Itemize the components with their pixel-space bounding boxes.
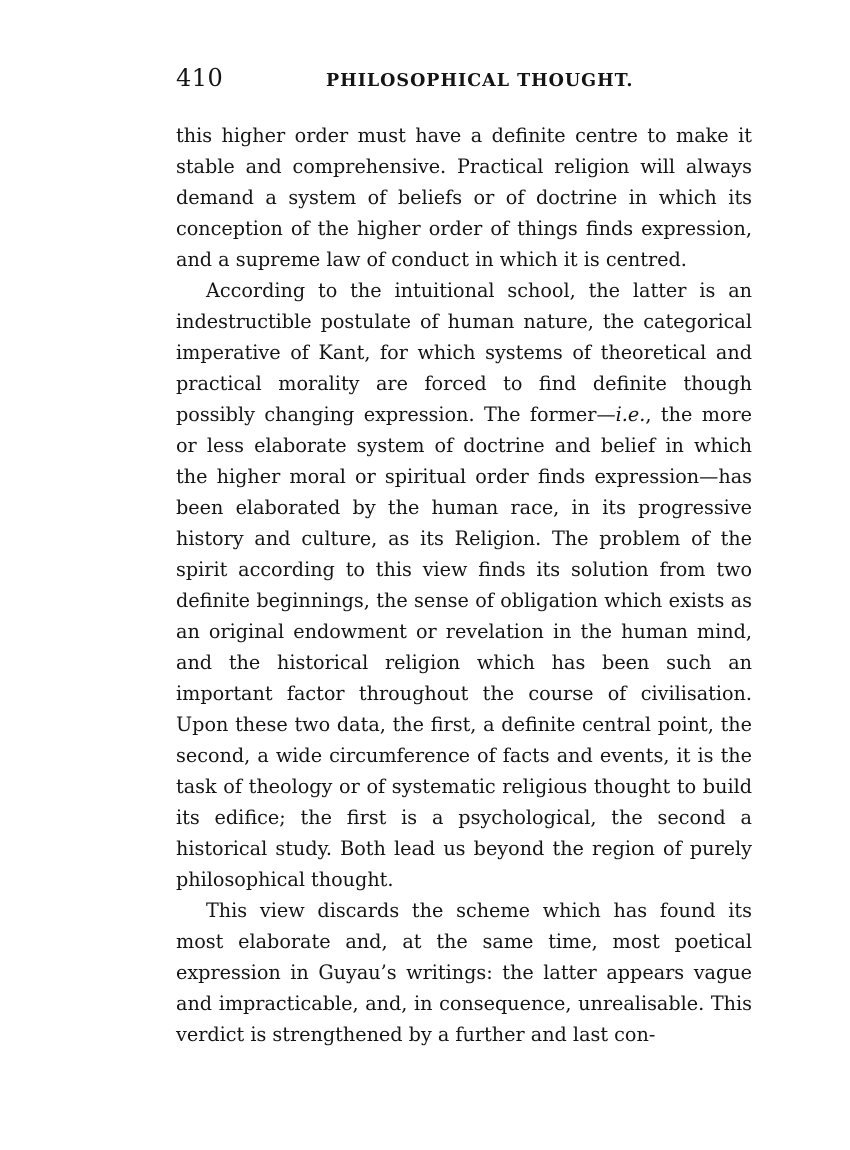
- paragraph-2-text-b: , the more or less elaborate system of doctrine and belief in which the higher moral or spiritual order finds expression—has been elaborated by the human race, in its progressive history and culture, as its Religion. The problem of the spirit according to this view finds its solution from two definite beginnings, the sense of obligation which exists as an original endowment or revelation in the human mind, and the historical religion which has been such an important factor throughout the course of civilisation. Upon these two data, the first, a definite central point, the second, a wide circumference of facts and events, it is the task of theology or of systematic religious thought to build its edifice; the first is a psychological, the second a historical study. Both lead us beyond the region of purely philosophical thought.: [176, 403, 752, 891]
- running-head: [176, 64, 752, 104]
- paragraph-2-italic: i.e.: [615, 403, 646, 426]
- paragraph-2-text-a: According to the intuitional school, the latter is an indestructible postulate of human nature, the categorical imperative of Kant, for which systems of theoretical and practical morality are forced to find definite though possibly changing expression. The former—: [176, 279, 752, 426]
- paragraph-1: this higher order must have a definite centre to make it stable and comprehensive. Practical religion will always demand a system of beliefs or of doctrine in which its conception of the higher order of things finds expression, and a supreme law of conduct in which it is centred.: [176, 124, 752, 271]
- book-page: [176, 64, 752, 1050]
- paragraph-3: This view discards the scheme which has found its most elaborate and, at the same time, most poetical expression in Guyau’s writings: the latter appears vague and impracticable, and, in consequence, unrealisable. This verdict is strengthened by a further and last con-: [176, 899, 752, 1046]
- running-title: PHILOSOPHICAL THOUGHT.: [326, 71, 634, 91]
- body-text: [176, 120, 752, 1050]
- page-number: 410: [176, 64, 224, 92]
- paragraph-2: [176, 275, 752, 895]
